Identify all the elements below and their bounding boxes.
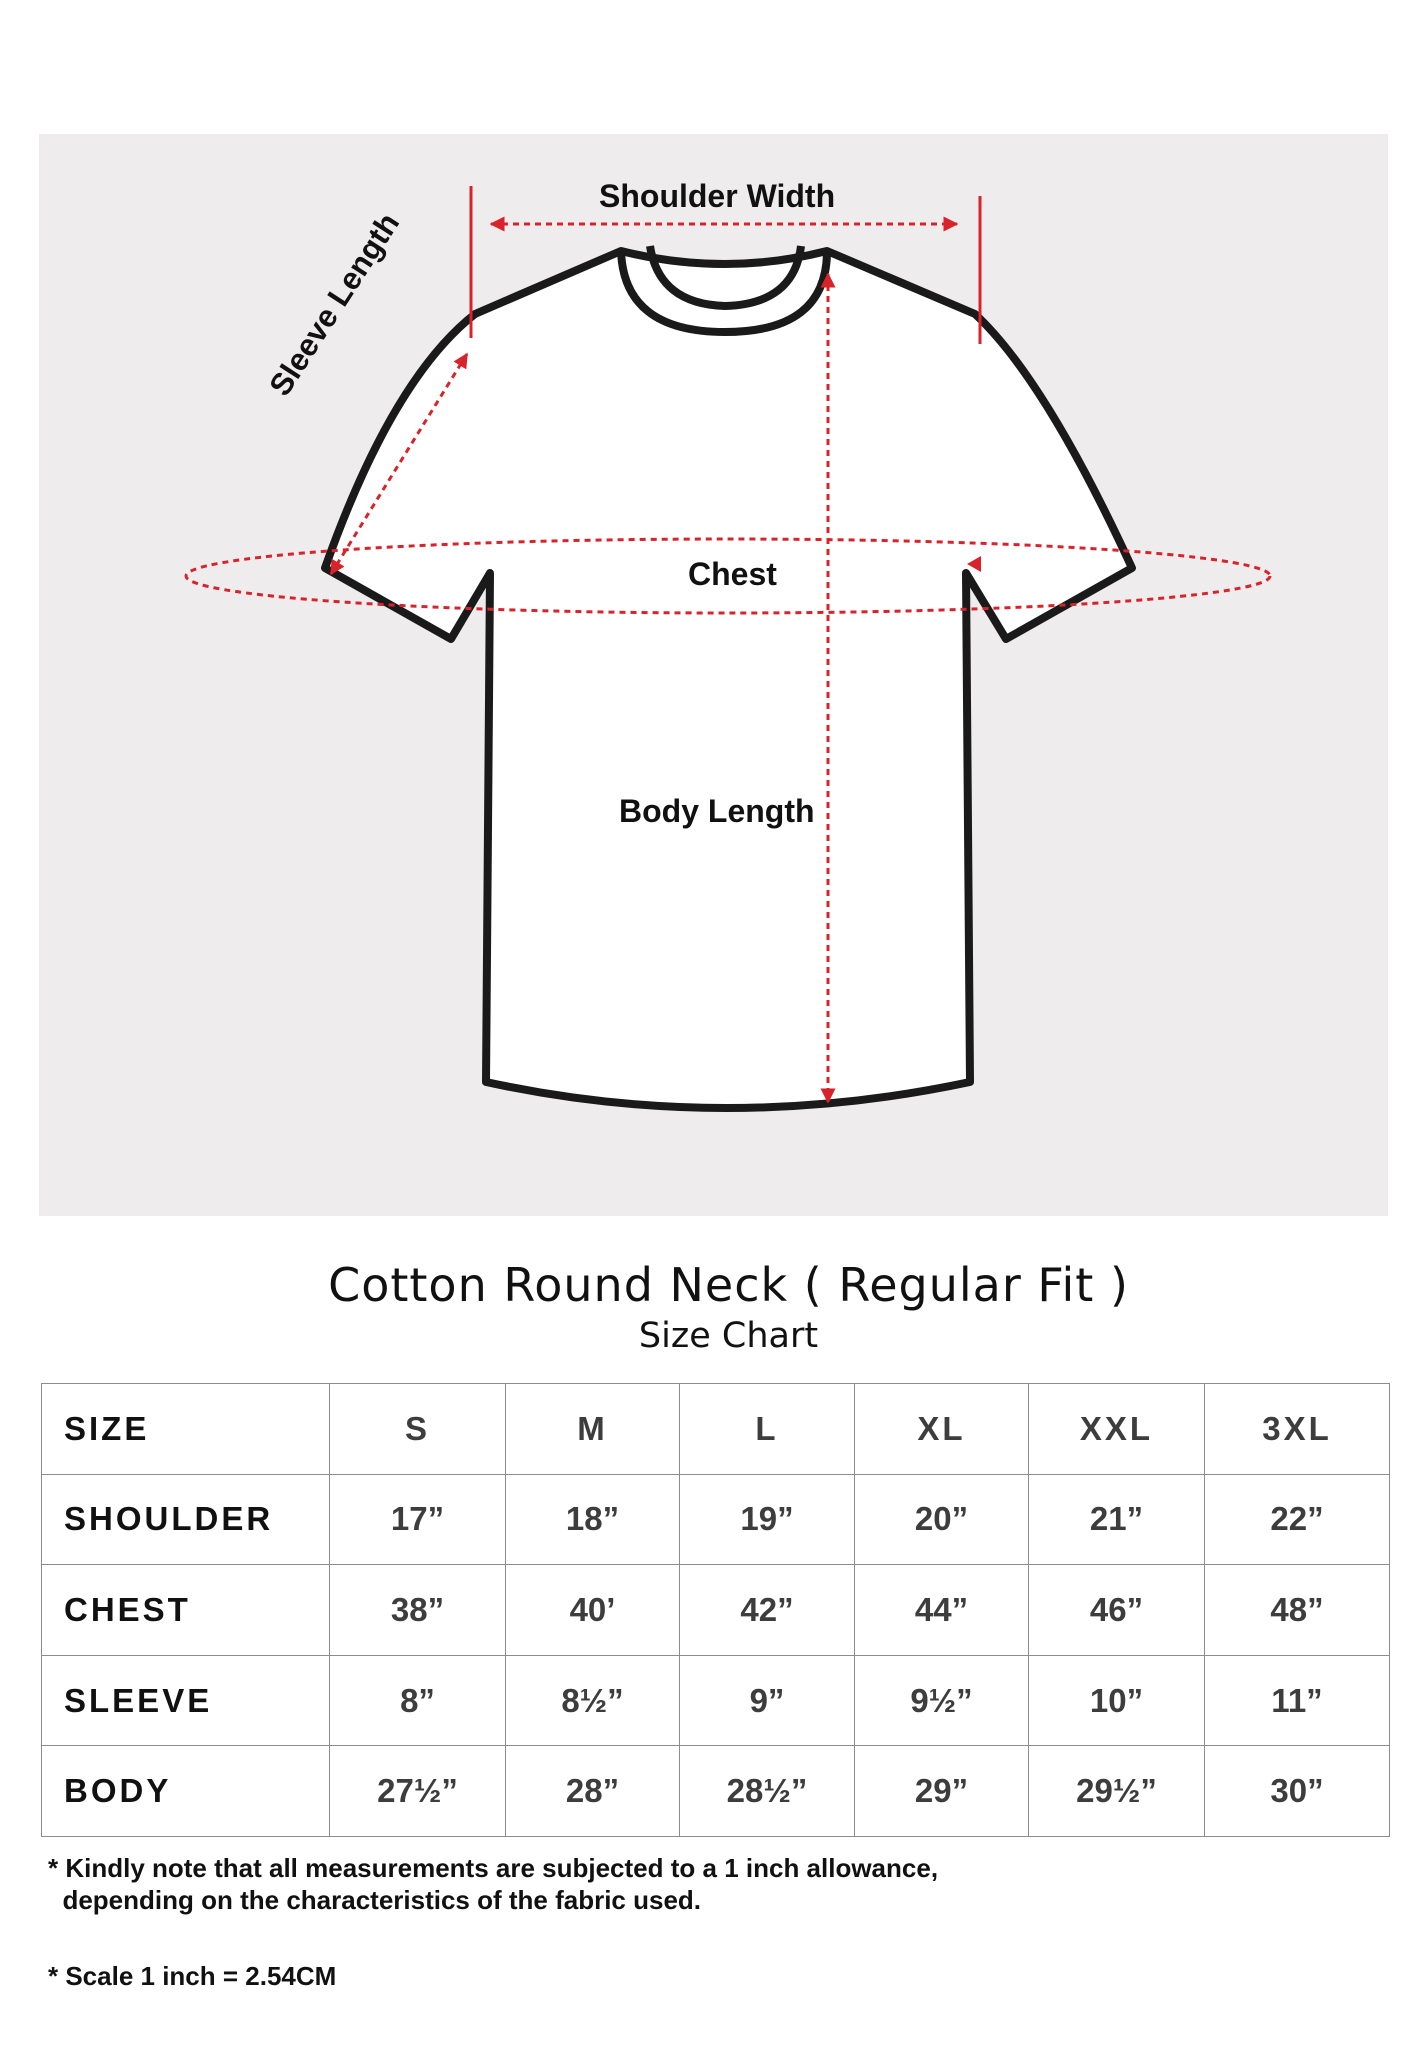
table-cell: 20”: [855, 1474, 1029, 1565]
table-cell: 22”: [1205, 1474, 1390, 1565]
table-cell: 28½”: [680, 1746, 855, 1837]
row-label-shoulder: SHOULDER: [42, 1474, 330, 1565]
table-cell: 38”: [330, 1565, 506, 1656]
chest-label: Chest: [688, 556, 777, 592]
table-cell: 40’: [506, 1565, 680, 1656]
table-cell: 29½”: [1029, 1746, 1205, 1837]
allowance-note-line1: * Kindly note that all measurements are subjected to a 1 inch allowance,: [48, 1853, 939, 1883]
table-cell: 18”: [506, 1474, 680, 1565]
table-row-sleeve: [42, 1655, 1390, 1746]
table-cell: 29”: [855, 1746, 1029, 1837]
size-table: [41, 1383, 1390, 1837]
table-cell: 19”: [680, 1474, 855, 1565]
table-row-chest: [42, 1565, 1390, 1656]
row-label-sleeve: SLEEVE: [42, 1655, 330, 1746]
table-cell: 10”: [1029, 1655, 1205, 1746]
size-m-header: M: [506, 1384, 680, 1475]
table-cell: 9½”: [855, 1655, 1029, 1746]
table-cell: 8”: [330, 1655, 506, 1746]
size-s-header: S: [330, 1384, 506, 1475]
table-cell: 8½”: [506, 1655, 680, 1746]
table-cell: 44”: [855, 1565, 1029, 1656]
row-label-chest: CHEST: [42, 1565, 330, 1656]
table-cell: 27½”: [330, 1746, 506, 1837]
table-header-row: [42, 1384, 1390, 1475]
sleeve-length-label: Sleeve Length: [262, 206, 407, 402]
table-row-body: [42, 1746, 1390, 1837]
table-cell: 30”: [1205, 1746, 1390, 1837]
allowance-note-line2: depending on the characteristics of the fabric used.: [48, 1885, 702, 1915]
body-length-label: Body Length: [619, 793, 815, 829]
table-cell: 9”: [680, 1655, 855, 1746]
size-l-header: L: [680, 1384, 855, 1475]
size-header-cell: SIZE: [42, 1384, 330, 1475]
table-cell: 42”: [680, 1565, 855, 1656]
tshirt-outline: [325, 246, 1132, 1108]
table-cell: 17”: [330, 1474, 506, 1565]
size-xxl-header: XXL: [1029, 1384, 1205, 1475]
size-3xl-header: 3XL: [1205, 1384, 1390, 1475]
diagram-panel: [39, 134, 1388, 1216]
table-cell: 46”: [1029, 1565, 1205, 1656]
table-cell: 48”: [1205, 1565, 1390, 1656]
chart-subtitle: Size Chart: [638, 1316, 819, 1356]
size-xl-header: XL: [855, 1384, 1029, 1475]
row-label-body: BODY: [42, 1746, 330, 1837]
chart-title: Cotton Round Neck ( Regular Fit ): [328, 1258, 1129, 1312]
scale-note: * Scale 1 inch = 2.54CM: [48, 1961, 337, 1991]
table-cell: 28”: [506, 1746, 680, 1837]
table-row-shoulder: [42, 1474, 1390, 1565]
table-cell: 21”: [1029, 1474, 1205, 1565]
shoulder-width-label: Shoulder Width: [599, 178, 836, 214]
tshirt-diagram: [39, 134, 1388, 1216]
table-cell: 11”: [1205, 1655, 1390, 1746]
